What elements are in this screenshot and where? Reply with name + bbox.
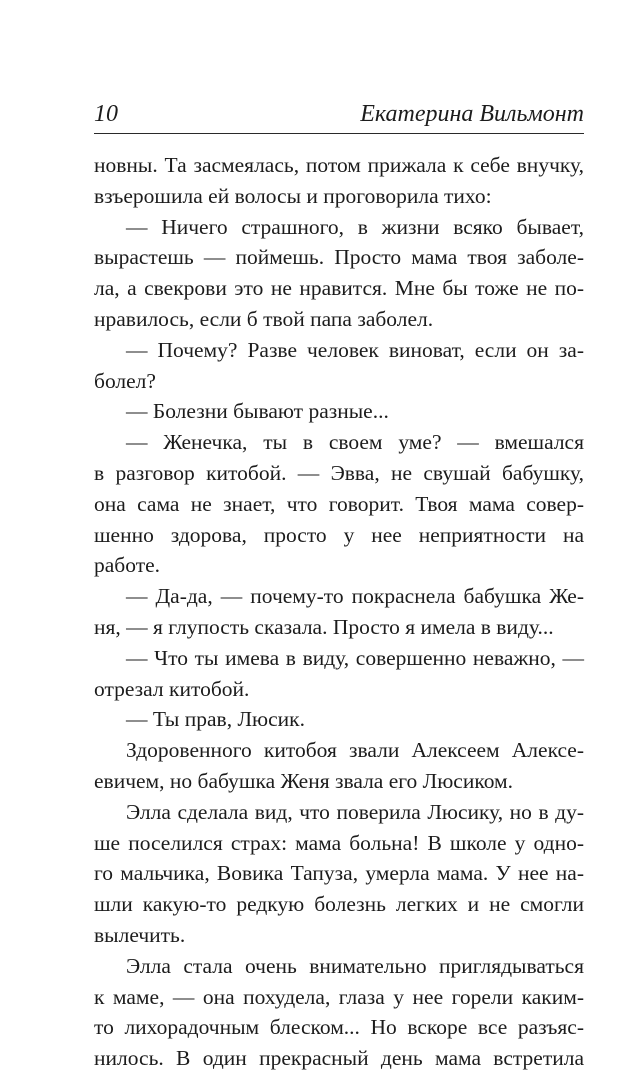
text-line: шенно здорова, просто у нее неприятности на: [94, 522, 584, 547]
text-line: в разговор китобой. — Эвва, не свушай бабушку,: [94, 460, 584, 485]
text-line: го мальчика, Вовика Тапуза, умерла мама. У нее на-: [94, 861, 584, 886]
running-title: Екатерина Вильмонт: [360, 101, 584, 127]
text-line: болел?: [94, 368, 156, 393]
text-line: шли какую-то редкую болезнь легких и не смогли: [94, 892, 584, 917]
text-line: — Почему? Разве человек виноват, если он за-: [126, 337, 584, 362]
text-line: — Ты прав, Люсик.: [126, 707, 305, 732]
text-line: — Да-да, — почему-то покраснела бабушка Же-: [126, 584, 584, 609]
text-line: Элла сделала вид, что поверила Люсику, но в ду-: [126, 799, 584, 824]
text-line: ше поселился страх: мама больна! В школе у одно-: [94, 830, 584, 855]
text-line: нравилось, если б твой папа заболел.: [94, 306, 434, 331]
text-line: вылечить.: [94, 922, 186, 947]
text-line: работе.: [94, 553, 161, 578]
text-line: новны. Та засмеялась, потом прижала к себе внучку,: [94, 153, 584, 177]
running-header: [94, 99, 584, 129]
text-line: отрезал китобой.: [94, 676, 250, 701]
text-line: взъерошила ей волосы и проговорила тихо:: [94, 183, 492, 208]
text-line: — Что ты имева в виду, совершенно неважно, —: [126, 645, 584, 670]
text-line: она сама не знает, что говорит. Твоя мама совер-: [94, 491, 584, 516]
text-line: — Женечка, ты в своем уме? — вмешался: [126, 430, 584, 455]
text-line: евичем, но бабушка Женя звала его Люсиком.: [94, 768, 514, 793]
text-line: — Ничего страшного, в жизни всяко бывает,: [126, 214, 584, 239]
text-line: ня, — я глупость сказала. Просто я имела в виду...: [94, 614, 554, 639]
text-line: то лихорадочным блеском... Но вскоре все разъяс-: [94, 1015, 584, 1040]
text-line: — Болезни бывают разные...: [126, 399, 389, 424]
body-text: [94, 150, 584, 1074]
text-line: Элла стала очень внимательно приглядываться: [126, 953, 584, 978]
text-line: к маме, — она похудела, глаза у нее горели каким-: [94, 984, 584, 1009]
text-line: Здоровенного китобоя звали Алексеем Алексе-: [126, 738, 584, 763]
text-line: ла, а свекрови это не нравится. Мне бы тоже не по-: [94, 276, 584, 301]
header-rule: [94, 133, 584, 134]
page-number: 10: [94, 101, 118, 127]
text-line: вырастешь — поймешь. Просто мама твоя заболе-: [94, 245, 584, 270]
text-line: нилось. В один прекрасный день мама встретила: [94, 1046, 584, 1071]
